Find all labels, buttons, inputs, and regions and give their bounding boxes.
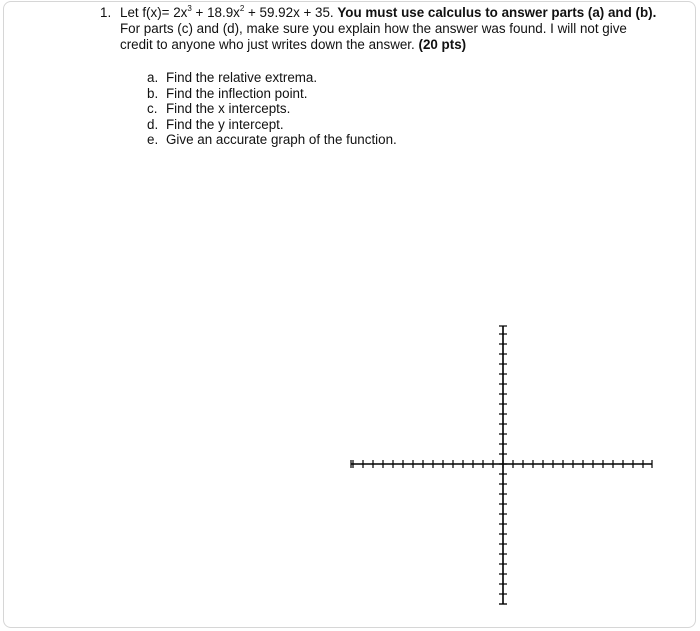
part-letter: b.	[147, 85, 159, 101]
part-text: Give an accurate graph of the function.	[166, 132, 397, 148]
calculus-requirement: You must use calculus to answer parts (a) and (b).	[337, 5, 657, 20]
points-label: (20 pts)	[418, 37, 467, 52]
part-text: Find the inflection point.	[166, 85, 308, 101]
part-text: Find the relative extrema.	[166, 70, 318, 85]
part-letter: d.	[147, 116, 159, 132]
function-term-2: + 18.9x	[191, 5, 240, 20]
part-letter: c.	[147, 101, 158, 117]
instructions-text: For parts (c) and (d), make sure you explain how the answer was found. I will not give credit to anyone who just writes down the answer.	[120, 21, 627, 52]
part-text: Find the y intercept.	[166, 116, 284, 132]
function-term-3: + 59.92x + 35	[244, 5, 330, 20]
part-text: Find the x intercepts.	[166, 101, 291, 117]
part-letter: a.	[147, 70, 159, 85]
part-letter: e.	[147, 132, 159, 148]
question-number: 1.	[100, 5, 112, 20]
exponent-squared: 2	[239, 4, 245, 13]
sentence-dot: .	[329, 5, 338, 20]
function-lead: Let f(x)= 2x	[120, 5, 188, 20]
y-axis	[499, 326, 507, 604]
exponent-cubed: 3	[187, 4, 192, 13]
